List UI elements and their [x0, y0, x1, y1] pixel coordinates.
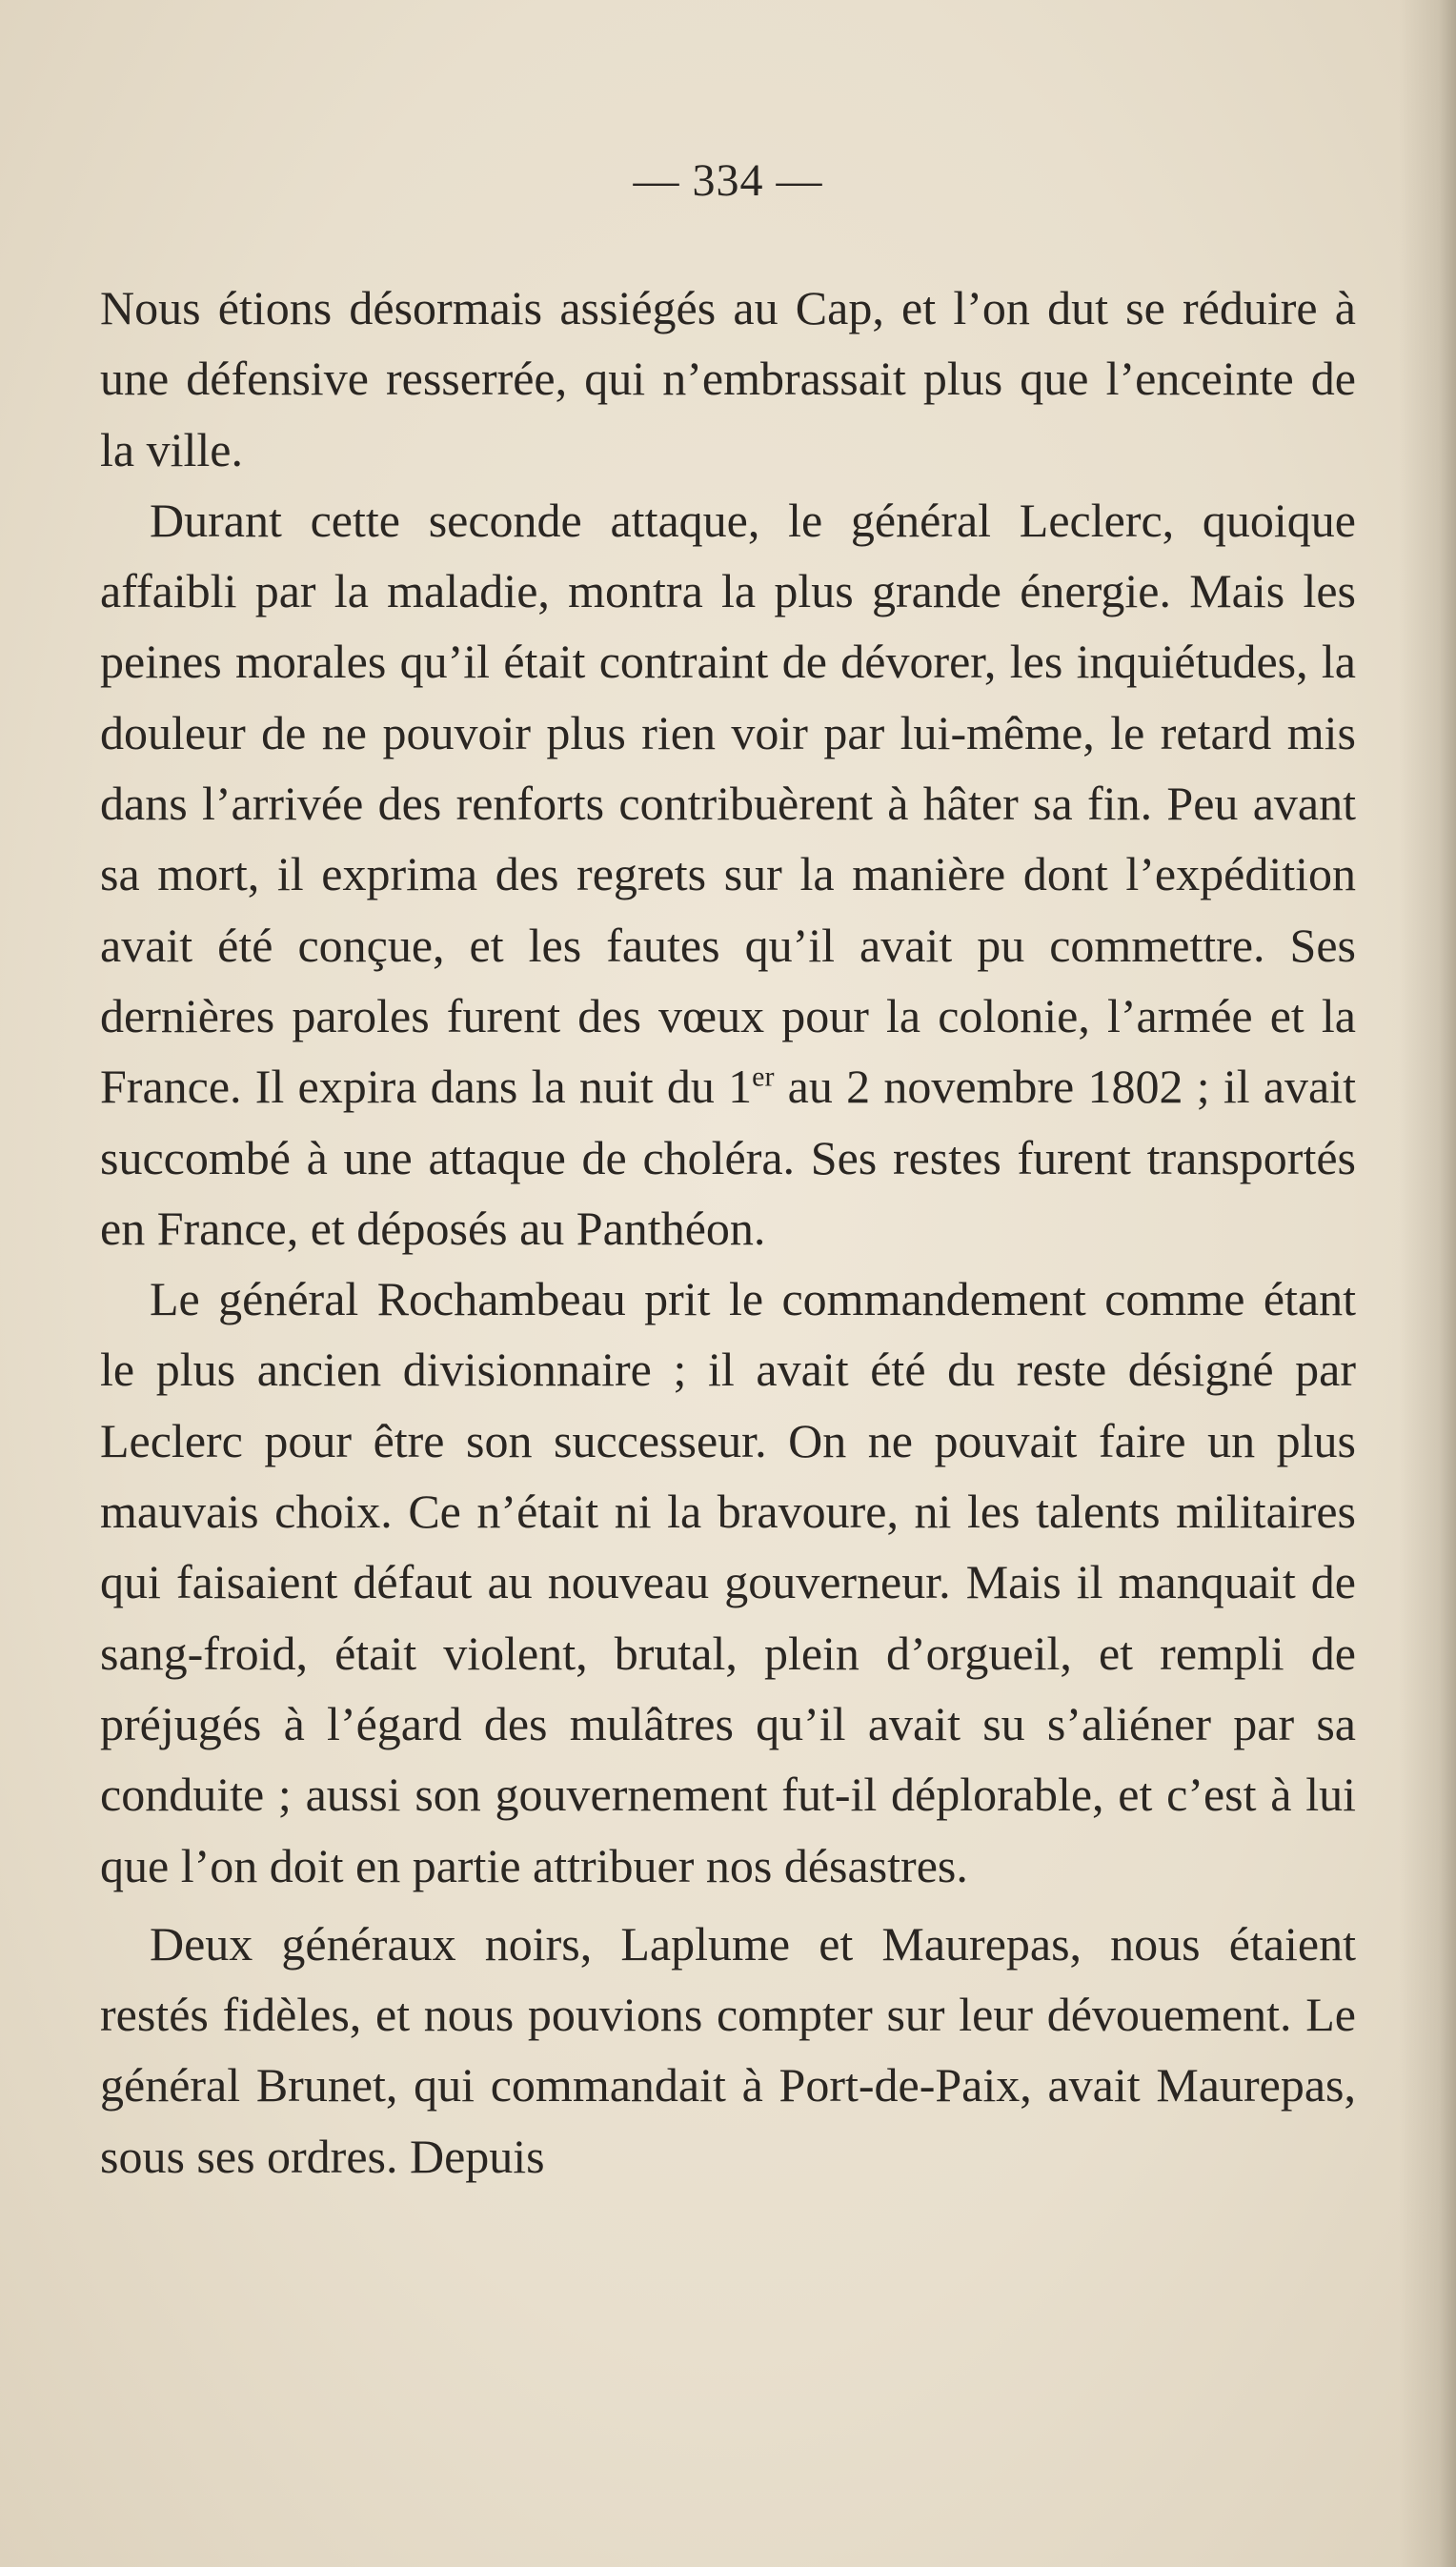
paragraph-4 — [100, 1909, 1356, 2192]
body-text — [100, 273, 1356, 2192]
page-edge-shadow — [1399, 0, 1456, 2567]
paragraph-2 — [100, 485, 1356, 1263]
page-number: — 334 — — [633, 155, 823, 206]
paragraph-4-text: Deux généraux noirs, Laplume et Maurepas, nous étaient restés fidèles, et nous pouvions compter sur leur dévouement. Le général Brunet, qui commandait à Port-de-Paix, avait Maurepas, sous ses ordres. Depuis — [100, 1916, 1356, 2183]
paragraph-3-text: Le général Rochambeau prit le commandement comme étant le plus ancien divisionnaire ; il avait été du reste désigné par Leclerc pour être son successeur. On ne pouvait faire un plus mauvais choix. Ce n’était ni la bravoure, ni les talents militaires qui faisaient défaut au nouveau gouverneur. Mais il manquait de sang-froid, était violent, brutal, plein d’orgueil, et rempli de préjugés à l’égard des mulâtres qu’il avait su s’aliéner par sa conduite ; aussi son gouvernement fut-il déplorable, et c’est à lui que l’on doit en partie attribuer nos désastres. — [100, 1272, 1356, 1892]
paragraph-1-text: Nous étions désormais assiégés au Cap, et l’on dut se réduire à une défensive resserrée, qui n’embrassait plus que l’enceinte de la ville. — [100, 281, 1356, 476]
paragraph-2-text: Durant cette seconde attaque, le général Leclerc, quoique affaibli par la maladie, montra la plus grande énergie. Mais les peines morales qu’il était contraint de dévorer, les inquiétudes, la douleur de ne pouvoir plus rien voir par lui-même, le retard mis dans l’arrivée des renforts contribuèrent à hâter sa fin. Peu avant sa mort, il exprima des regrets sur la manière dont l’expédition avait été conçue, et les fautes qu’il avait pu commettre. Ses dernières paroles furent des vœux pour la colonie, l’armée et la France. Il expira dans la nuit du — [100, 493, 1356, 1114]
paragraph-2-text-after: au 2 novembre 1802 ; il avait succombé à une attaque de choléra. Ses restes furent transportés en France, et déposés au Panthéon. — [100, 1060, 1356, 1255]
paragraph-2-ordinal: er — [752, 1061, 775, 1093]
paragraph-2-day: 1 — [728, 1060, 753, 1114]
paragraph-3 — [100, 1263, 1356, 1901]
paragraph-1 — [100, 273, 1356, 485]
